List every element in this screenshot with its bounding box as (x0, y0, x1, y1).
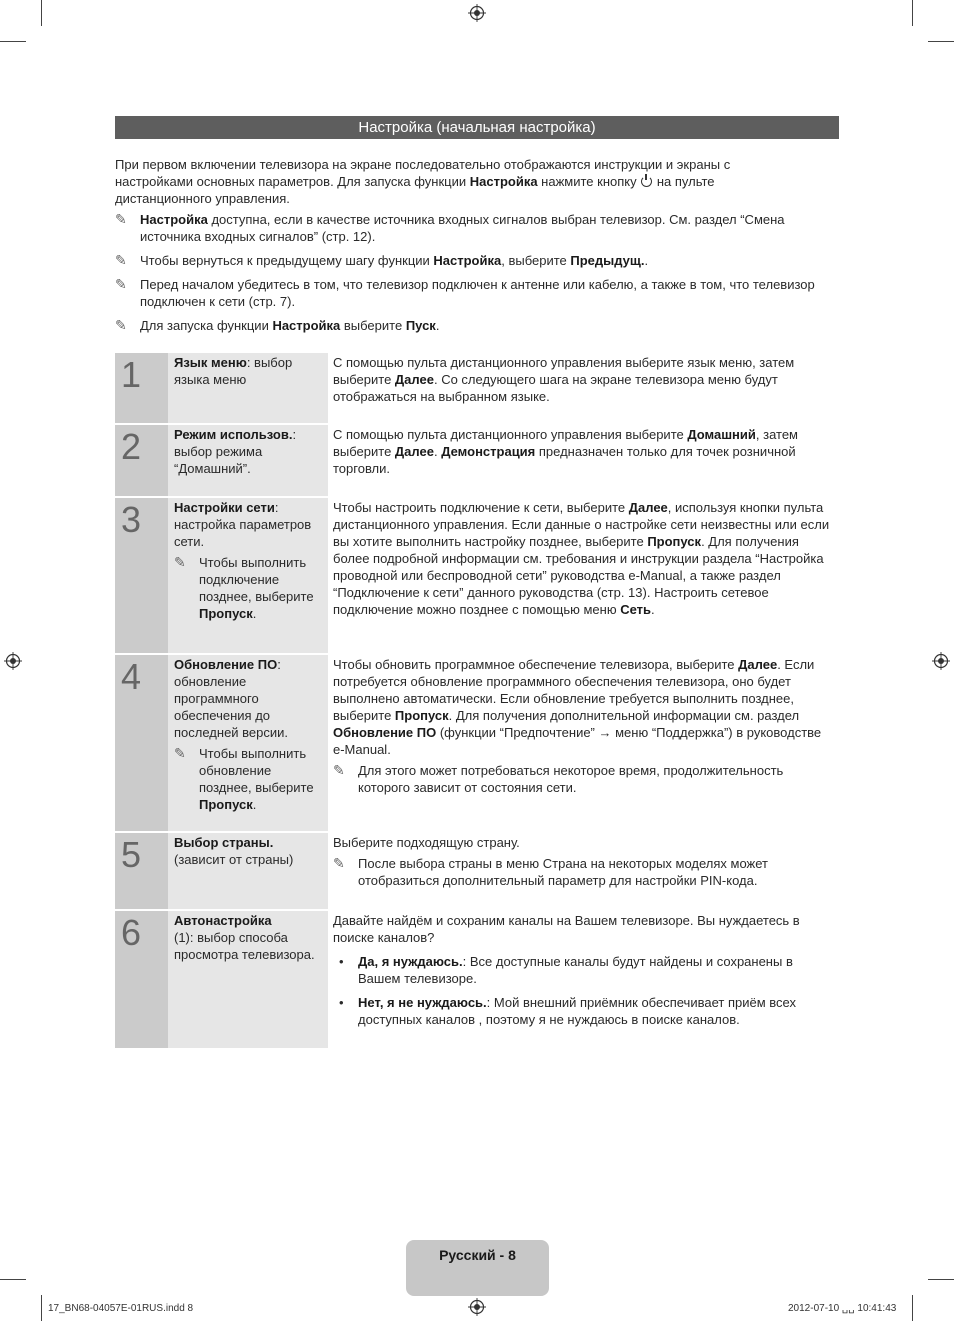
crop-mark (912, 0, 913, 26)
step-number: 4 (115, 655, 168, 831)
footer-timestamp: 2012-07-10 ␣␣ 10:41:43 (788, 1303, 897, 1314)
bullet-item: • Да, я нуждаюсь.: Все доступные каналы будут найдены и сохранены в Вашем телевизоре. (339, 954, 793, 986)
step-number: 3 (115, 498, 168, 653)
step-label: Обновление ПО: обновление программного обеспечения до последней версии. ✎ Чтобы выполнить обновление позднее, выберите Пропуск. (168, 655, 328, 831)
note-pen-icon: ✎ (115, 276, 127, 292)
step-label: Настройки сети: настройка параметров сети. ✎ Чтобы выполнить подключение позднее, выберите Пропуск. (168, 498, 328, 653)
registration-mark-icon (932, 652, 950, 670)
crop-mark (41, 0, 42, 26)
step-number: 1 (115, 353, 168, 423)
step-row (115, 655, 839, 831)
crop-mark (928, 1279, 954, 1280)
note-pen-icon: ✎ (115, 211, 127, 227)
setup-steps-table (115, 353, 839, 1050)
section-title: Настройка (начальная настройка) (115, 116, 839, 139)
bullet-dot: • (339, 954, 344, 969)
step-description: Чтобы настроить подключение к сети, выберите Далее, используя кнопки пульта дистанционного управления. Если данные о настройке сети неизвестны или если вы хотите выполнить настройку позднее, выберите Пропуск. Для получения более подробной информации см. требования и инструкции раздела “Настройка проводной или беспроводной сети” руководства e-Manual, а также раздел “Подключение к сети” данного руководства (стр. 13). Настроить сетевое подключение можно позднее с помощью меню Сеть. (333, 500, 830, 617)
registration-mark-icon (4, 652, 22, 670)
crop-mark (0, 1279, 26, 1280)
page-number-tab: Русский - 8 (406, 1240, 549, 1296)
step-description: С помощью пульта дистанционного управления выберите язык меню, затем выберите Далее. Со следующего шага на экране телевизора меню будут отображаться на выбранном языке. (333, 355, 795, 404)
power-icon (641, 176, 652, 187)
intro-paragraph: При первом включении телевизора на экране последовательно отображаются инструкции и экраны с настройками основных параметров. Для запуска функции Настройка нажмите кнопку на пульте дистанционного управления. (115, 157, 731, 206)
step-number: 6 (115, 911, 168, 1048)
note-pen-icon: ✎ (115, 317, 127, 333)
crop-mark (928, 41, 954, 42)
step-description: Выберите подходящую страну. ✎ После выбора страны в меню Страна на некоторых моделях может отобразиться дополнительный параметр для настройки PIN-кода. (328, 833, 839, 909)
step-description: Давайте найдём и сохраним каналы на Вашем телевизоре. Вы нуждаетесь в поиске каналов? • Да, я нуждаюсь.: Все доступные каналы будут найдены и сохранены в Вашем телевизоре. • Нет, я не нуждаюсь.: Мой внешний приёмник обеспечивает приём всех доступных каналов , поэтому я не нуждаюсь в поиске каналов. (328, 911, 839, 1048)
note-pen-icon: ✎ (115, 252, 127, 268)
step-row (115, 425, 839, 496)
step-row (115, 911, 839, 1048)
note-item: ✎ Перед началом убедитесь в том, что телевизор подключен к антенне или кабелю, а также в том, что телевизор подключен к сети (стр. 7). (115, 276, 815, 309)
step-row (115, 833, 839, 909)
step-label: Язык меню: выбор языка меню (168, 353, 328, 423)
note-item: ✎ Настройка доступна, если в качестве источника входных сигналов выбран телевизор. См. раздел “Смена источника входных сигналов” (стр. 12). (115, 211, 785, 244)
crop-mark (41, 1295, 42, 1321)
step-label: Выбор страны. (зависит от страны) (168, 833, 328, 909)
note-pen-icon: ✎ (174, 554, 186, 570)
note-item: ✎ Для запуска функции Настройка выберите Пуск. (115, 317, 440, 333)
step-label: Автонастройка (1): выбор способа просмотра телевизора. (168, 911, 328, 1048)
note-item: ✎ Чтобы вернуться к предыдущему шагу функции Настройка, выберите Предыдущ.. (115, 252, 649, 268)
step-number: 5 (115, 833, 168, 909)
step-row (115, 498, 839, 653)
step-label-note: ✎ Чтобы выполнить подключение позднее, выберите Пропуск. (174, 554, 314, 621)
step-description: С помощью пульта дистанционного управления выберите Домашний, затем выберите Далее. Демонстрация предназначен только для точек розничной торговли. (333, 427, 798, 476)
registration-mark-icon (468, 4, 486, 22)
step-number: 2 (115, 425, 168, 496)
note-pen-icon: ✎ (333, 762, 345, 778)
footer-file-name: 17_BN68-04057E-01RUS.indd 8 (48, 1303, 194, 1314)
bullet-dot: • (339, 995, 344, 1010)
step-description-note: ✎ После выбора страны в меню Страна на некоторых моделях может отобразиться дополнительный параметр для настройки PIN-кода. (333, 855, 769, 888)
note-pen-icon: ✎ (333, 855, 345, 871)
notes-list (115, 211, 845, 341)
step-label-note: ✎ Чтобы выполнить обновление позднее, выберите Пропуск. (174, 745, 314, 812)
crop-mark (912, 1295, 913, 1321)
step-description-note: ✎ Для этого может потребоваться некоторое время, продолжительность которого зависит от состояния сети. (333, 762, 784, 795)
step-label: Режим использов.: выбор режима “Домашний”. (168, 425, 328, 496)
bullet-item: • Нет, я не нуждаюсь.: Мой внешний приёмник обеспечивает приём всех доступных каналов , поэтому я не нуждаюсь в поиске каналов. (339, 995, 796, 1027)
crop-mark (0, 41, 26, 42)
step-row (115, 353, 839, 423)
note-pen-icon: ✎ (174, 745, 186, 761)
step-description: Чтобы обновить программное обеспечение телевизора, выберите Далее. Если потребуется обновление программного обеспечения телевизора, оно будет выполнено автоматически. Если обновление требуется выполнить позднее, выберите Пропуск. Для получения дополнительной информации см. раздел Обновление ПО (функции “Предпочтение” → меню “Поддержка”) в руководстве e-Manual. ✎ Для этого может потребоваться некоторое время, продолжительность которого зависит от состояния сети. (328, 655, 839, 831)
registration-mark-icon (468, 1298, 486, 1316)
